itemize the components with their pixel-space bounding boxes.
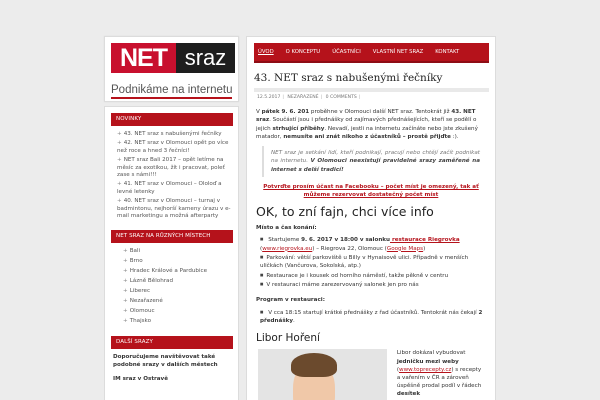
place-item[interactable]: + Brno bbox=[123, 258, 143, 265]
widget-title-places: NET SRAZ NA RŮZNÝCH MÍSTECH bbox=[111, 230, 233, 243]
program-list-item: ■ V cca 18:15 startují krátké přednášky z řad účastníků. Tentokrát nás čekají 2 přednášky. bbox=[260, 308, 486, 326]
speaker-name: Libor Hoření bbox=[256, 332, 320, 345]
main-column bbox=[246, 36, 496, 400]
place-list-item: ■ Parkování: větší parkoviště u Billy v Hynaisově ulici. Případně v menších uličkách (Vančurova, Sokolská, atp.) bbox=[260, 253, 486, 271]
plus-icon: + bbox=[123, 258, 128, 265]
plus-icon: + bbox=[123, 288, 128, 295]
toprecepty-link[interactable]: www.toprecepty.cz bbox=[399, 366, 452, 373]
facebook-cta bbox=[256, 183, 486, 199]
blockquote: NET sraz je setkání lidí, kteří podnikají, pracují nebo chtějí začít podnikat na internetu. V Olomouci neexistují pravidelné srazy zaměřené na internet s delší tradicí! bbox=[262, 146, 486, 177]
places-list bbox=[111, 243, 233, 336]
speaker-bio: Libor dokázal vybudovat jedničku mezi weby (www.toprecepty.cz) s recepty a vařením v ČR a zároveň úspěšně prodal podíl v řádech desítek bbox=[396, 350, 482, 398]
place-item[interactable]: + Thajsko bbox=[123, 318, 152, 325]
left-column bbox=[104, 36, 239, 400]
widget-title-novinky: NOVINKY bbox=[111, 113, 233, 126]
news-item[interactable]: + 43. NET sraz s nabušenými řečníky bbox=[117, 131, 222, 137]
logo-net: NET bbox=[111, 43, 176, 73]
place-item[interactable]: + Lázně Bělohrad bbox=[123, 278, 174, 285]
google-maps-link[interactable]: Google Maps bbox=[386, 245, 424, 252]
site-logo[interactable] bbox=[111, 43, 235, 73]
plus-icon: + bbox=[117, 140, 122, 147]
nav-vlastni-net-sraz[interactable]: VLASTNÍ NET SRAZ bbox=[372, 49, 424, 55]
plus-icon: + bbox=[123, 248, 128, 255]
place-list-item: ■ Restaurace je i kousek od horního náměstí, takže pěkně v centru bbox=[260, 271, 486, 280]
news-item[interactable]: + 42. NET sraz v Olomouci opět po více než roce a hned 3 řečníci! bbox=[117, 140, 229, 154]
plus-icon: + bbox=[123, 298, 128, 305]
post-meta: 12.5.2017 | NEZAŘAZENÉ | 0 COMMENTS | bbox=[257, 95, 361, 100]
place-item[interactable]: + Bali bbox=[123, 248, 141, 255]
main-nav bbox=[254, 43, 489, 63]
info-heading: OK, to zní fajn, chci více info bbox=[256, 204, 434, 220]
site-tagline: Podnikáme na internetu bbox=[111, 84, 232, 99]
place-item[interactable]: + Nezařazené bbox=[123, 298, 163, 305]
speaker-photo bbox=[258, 349, 387, 400]
place-label: Místo a čas konání: bbox=[256, 225, 317, 232]
post-title[interactable]: 43. NET sraz s nabušenými řečníky bbox=[254, 72, 489, 92]
intro-paragraph: V pátek 9. 6. 201 proběhne v Olomouci další NET sraz. Tentokrát již 43. NET sraz. Součástí jsou i přednášky od zajímavých přednášejících, kteří se podělí o jejich strhující příběhy. Nevadí, jestli na internetu začínáte nebo jste zkušený matador, nemusíte ani znát nikoho z účastníků – prostě přijďte :). bbox=[256, 109, 478, 140]
nav-ucastnici[interactable]: ÚČASTNÍCI bbox=[332, 49, 361, 55]
plus-icon: + bbox=[123, 318, 128, 325]
plus-icon: + bbox=[123, 278, 128, 285]
nav-kontakt[interactable]: KONTAKT bbox=[435, 49, 460, 55]
plus-icon: + bbox=[117, 181, 122, 188]
news-item[interactable]: + NET sraz Bali 2017 – opět letíme na měsíc za exotikou, žít i pracovat, poleť zase s námi!!! bbox=[117, 157, 225, 179]
place-list-item: ■ Startujeme 9. 6. 2017 v 18:00 v salonku restaurace Riegrovka (www.riegrovka.eu) – Riegrova 22, Olomouc (Google Maps) bbox=[260, 235, 486, 253]
plus-icon: + bbox=[117, 157, 122, 164]
place-item[interactable]: + Hradec Králové a Pardubice bbox=[123, 268, 208, 275]
place-list bbox=[256, 235, 486, 289]
program-label: Program v restauraci: bbox=[256, 297, 325, 304]
post-category[interactable]: NEZAŘAZENÉ bbox=[287, 95, 319, 100]
sidebar bbox=[104, 106, 239, 400]
post-content bbox=[254, 100, 489, 400]
plus-icon: + bbox=[117, 131, 122, 137]
speaker-block bbox=[256, 349, 486, 400]
facebook-cta-link[interactable]: Potvrďte prosím účast na Facebooku – počet míst je omezený, tak ať můžeme rezervovat dostatečný počet míst bbox=[263, 184, 479, 199]
site-header bbox=[104, 36, 239, 102]
plus-icon: + bbox=[117, 198, 122, 205]
place-item[interactable]: + Liberec bbox=[123, 288, 151, 295]
news-item[interactable]: + 40. NET sraz v Olomouci – turnaj v badmintonu, nejhorší kameny úrazu v e-mail marketingu a možná afterparty bbox=[117, 198, 231, 220]
news-list bbox=[111, 126, 233, 230]
place-item[interactable]: + Olomouc bbox=[123, 308, 155, 315]
program-list bbox=[256, 308, 486, 326]
dalsi-description: Doporučujeme navštěvovat také podobné srazy v dalších městech bbox=[113, 354, 218, 368]
restaurant-link[interactable]: restaurace Riegrovka bbox=[390, 237, 460, 244]
nav-o-konceptu[interactable]: O KONCEPTU bbox=[285, 49, 321, 55]
post-comments[interactable]: 0 COMMENTS bbox=[325, 95, 357, 100]
place-list-item: ■ V restauraci máme zarezervovaný salonek jen pro nás bbox=[260, 280, 486, 289]
riegrovka-url-link[interactable]: www.riegrovka.eu bbox=[262, 245, 313, 252]
post-date: 12.5.2017 bbox=[257, 95, 281, 100]
widget-title-dalsi: DALŠÍ SRAZY bbox=[111, 336, 233, 349]
dalsi-item[interactable]: IM sraz v Ostravě bbox=[113, 376, 168, 383]
plus-icon: + bbox=[123, 308, 128, 315]
news-item[interactable]: + 41. NET sraz v Olomouci – Ololoď a levné letenky bbox=[117, 181, 222, 195]
plus-icon: + bbox=[123, 268, 128, 275]
logo-sraz: sraz bbox=[176, 43, 235, 73]
nav-uvod[interactable]: ÚVOD bbox=[258, 49, 274, 55]
